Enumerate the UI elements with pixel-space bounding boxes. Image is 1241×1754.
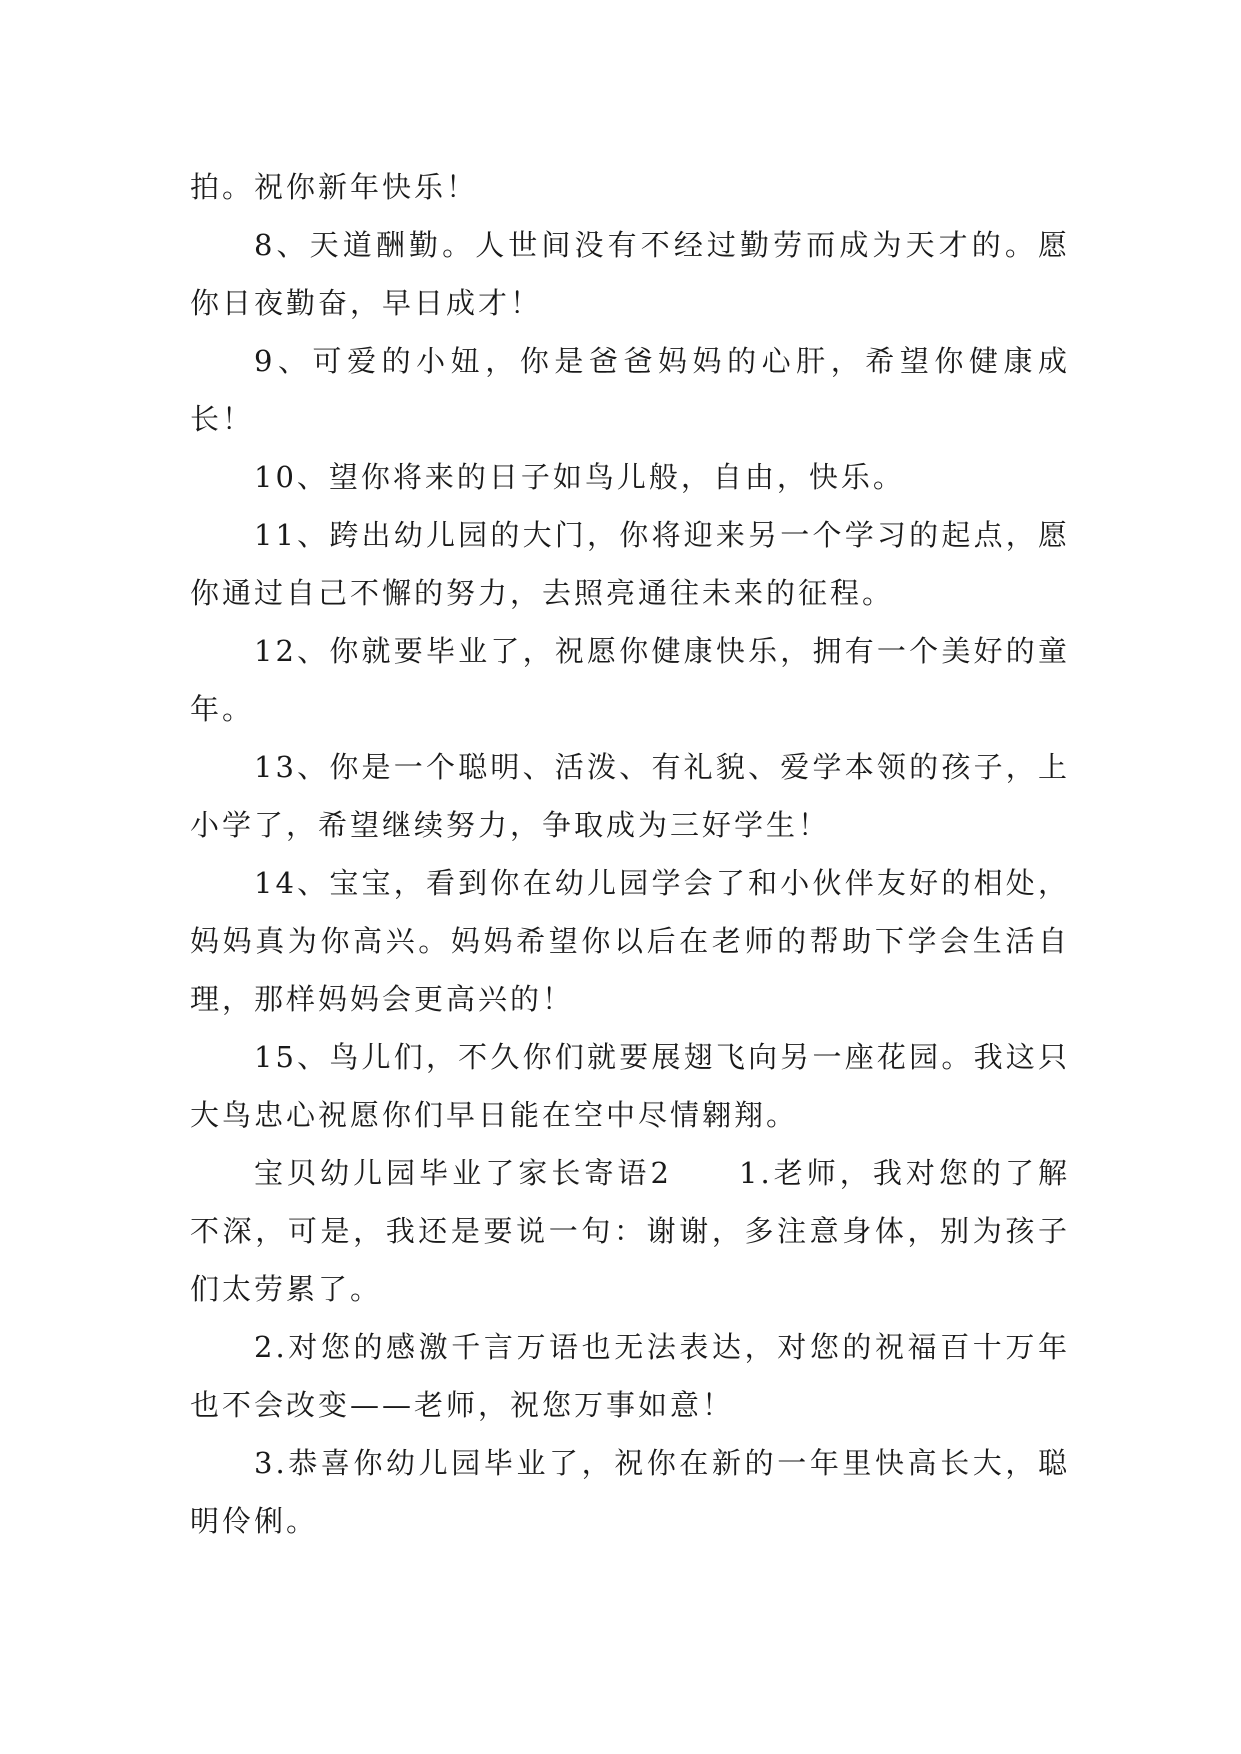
- document-body: [190, 158, 1070, 1550]
- paragraph-item-15: 15、鸟儿们，不久你们就要展翅飞向另一座花园。我这只大鸟忠心祝愿你们早日能在空中尽情翱翔。: [190, 1040, 1070, 1132]
- section-2-paragraph-2: 2.对您的感激千言万语也无法表达，对您的祝福百十万年也不会改变——老师，祝您万事如意！: [190, 1330, 1070, 1422]
- section-2-paragraph-1: 宝贝幼儿园毕业了家长寄语2 1.老师，我对您的了解不深，可是，我还是要说一句：谢谢，多注意身体，别为孩子们太劳累了。: [190, 1156, 1070, 1306]
- paragraph-item-10: 10、望你将来的日子如鸟儿般，自由，快乐。: [254, 460, 905, 494]
- section-2-paragraph-3: 3.恭喜你幼儿园毕业了，祝你在新的一年里快高长大，聪明伶俐。: [190, 1446, 1070, 1538]
- paragraph-item-13: 13、你是一个聪明、活泼、有礼貌、爱学本领的孩子，上小学了，希望继续努力，争取成为三好学生！: [190, 750, 1070, 842]
- paragraph-item-9: 9、可爱的小妞，你是爸爸妈妈的心肝，希望你健康成长！: [190, 344, 1070, 436]
- paragraph-item-14: 14、宝宝，看到你在幼儿园学会了和小伙伴友好的相处，妈妈真为你高兴。妈妈希望你以后在老师的帮助下学会生活自理，那样妈妈会更高兴的！: [190, 866, 1070, 1016]
- paragraph-item-12: 12、你就要毕业了，祝愿你健康快乐，拥有一个美好的童年。: [190, 634, 1070, 726]
- paragraph-item-8: 8、天道酬勤。人世间没有不经过勤劳而成为天才的。愿你日夜勤奋，早日成才！: [190, 228, 1070, 320]
- paragraph-continuation: 拍。祝你新年快乐！: [190, 170, 479, 204]
- paragraph-item-11: 11、跨出幼儿园的大门，你将迎来另一个学习的起点，愿你通过自己不懈的努力，去照亮通往未来的征程。: [190, 518, 1070, 610]
